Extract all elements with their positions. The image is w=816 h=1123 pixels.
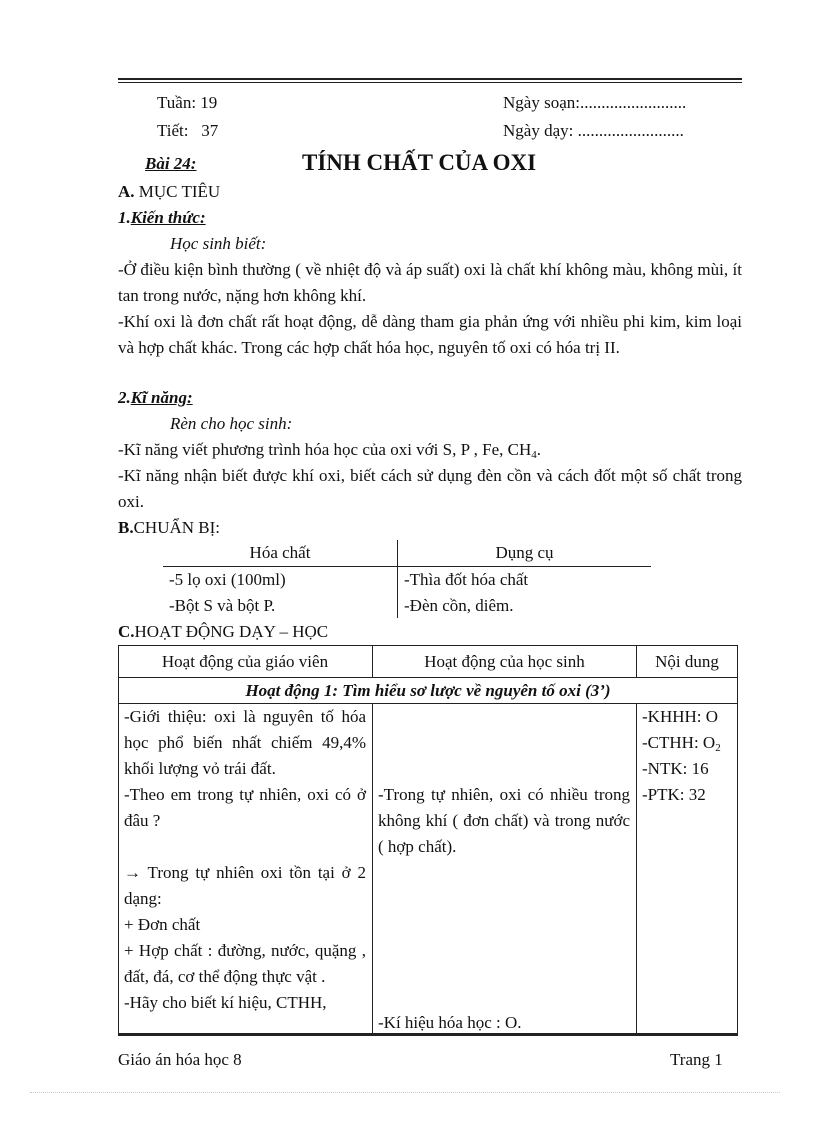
activities-heading-prefix: C. [118, 622, 135, 641]
activity-1-title: Hoạt động 1: Tìm hiểu sơ lược về nguyên tố oxi (3’) [245, 681, 611, 700]
student-answer-1: -Trong tự nhiên, oxi có nhiều trong không khí ( đơn chất) và trong nước ( hợp chất). [378, 785, 630, 856]
prep-header-chemicals: Hóa chất [249, 543, 311, 562]
content-ntk: -NTK: 16 [642, 759, 709, 778]
table-top-rule [118, 645, 738, 646]
knowledge-num: 1. [118, 208, 131, 227]
period-label-text: Tiết: [157, 121, 189, 140]
activities-table [118, 645, 738, 1037]
skills-p1-text: -Kĩ năng viết phương trình hóa học của oxi với S, P , Fe, CH [118, 440, 532, 459]
top-rule-thin [118, 82, 742, 83]
prep-tool-row-1: -Thìa đốt hóa chất [404, 570, 529, 589]
content-khhh: -KHHH: O [642, 707, 719, 726]
lesson-title: TÍNH CHẤT CỦA OXI [302, 150, 537, 175]
footer-left: Giáo án hóa học 8 [118, 1050, 242, 1069]
footer-page-number: Trang 1 [670, 1050, 723, 1069]
teacher-line-6: -Hãy cho biết kí hiệu, CTHH, [124, 993, 327, 1012]
teacher-column [124, 704, 366, 1016]
period-value: 37 [201, 121, 219, 140]
prep-chem-row-2: -Bột S và bột P. [169, 596, 276, 615]
top-rule-thick [118, 78, 742, 80]
skills-title: Kĩ năng: [130, 388, 193, 407]
knowledge-title: Kiến thức: [130, 208, 206, 227]
teacher-line-5: + Hợp chất : đường, nước, quặng , đất, đá, cơ thể động thực vật . [124, 941, 366, 986]
knowledge-paragraph-1: -Ở điều kiện bình thường ( về nhiệt độ và áp suất) oxi là chất khí không màu, không mùi, ít tan trong nước, nặng hơn không khí. [118, 260, 742, 305]
prep-chem-row-1: -5 lọ oxi (100ml) [169, 570, 286, 589]
activities-heading-text: HOẠT ĐỘNG DẠY – HỌC [134, 622, 329, 641]
skills-paragraph-1 [118, 437, 742, 463]
teacher-line-3: → Trong tự nhiên oxi tồn tại ở 2 dạng: [124, 863, 366, 908]
content-cthh-text: -CTHH: O [642, 733, 716, 752]
prep-date: Ngày soạn:......................... [503, 93, 687, 112]
content-ptk: -PTK: 32 [642, 785, 706, 804]
prep-tool-row-2: -Đèn cồn, diêm. [404, 596, 514, 615]
activities-heading [118, 619, 328, 645]
skills-heading [118, 385, 193, 411]
prep-header-tools: Dụng cụ [495, 543, 554, 562]
period-label [157, 118, 218, 144]
objectives-heading-prefix: A. [118, 182, 139, 201]
teach-date: Ngày dạy: ......................... [503, 121, 684, 140]
content-column [642, 704, 736, 808]
knowledge-heading [118, 205, 206, 231]
skills-num: 2. [118, 388, 131, 407]
header-teacher: Hoạt động của giáo viên [161, 652, 329, 671]
table-col-divider-2 [636, 703, 637, 1035]
skills-p1-end: . [536, 440, 542, 459]
skills-paragraph-2: -Kĩ năng nhận biết được khí oxi, biết cách sử dụng đèn cồn và cách đốt một số chất trong oxi. [118, 466, 742, 511]
header-student: Hoạt động của học sinh [424, 652, 585, 671]
content-cthh [642, 730, 736, 756]
skills-intro: Rèn cho học sinh: [170, 414, 293, 433]
lesson-number: Bài 24: [145, 154, 197, 173]
knowledge-intro: Học sinh biết: [170, 234, 267, 253]
week-label: Tuần: 19 [157, 93, 218, 112]
objectives-heading [118, 179, 220, 205]
preparation-heading [118, 515, 220, 541]
preparation-heading-prefix: B. [118, 518, 134, 537]
preparation-heading-text: CHUẨN BỊ: [133, 518, 221, 537]
teacher-line-1: -Giới thiệu: oxi là nguyên tố hóa học phổ biến nhất chiếm 49,4% khối lượng vỏ trái đất. [124, 707, 366, 778]
header-content: Nội dung [655, 652, 719, 671]
content-cthh-sub: 2 [715, 742, 721, 754]
skills-p1-sub: 4 [531, 449, 537, 461]
page-bottom-dotted-rule [30, 1092, 780, 1093]
objectives-heading-text: MỤC TIÊU [138, 182, 221, 201]
teacher-line-4: + Đơn chất [124, 915, 201, 934]
table-col-divider-1 [372, 703, 373, 1035]
teacher-line-2: -Theo em trong tự nhiên, oxi có ở đâu ? [124, 785, 366, 830]
student-answer-2: -Kí hiệu hóa học : O. [378, 1013, 522, 1032]
knowledge-paragraph-2: -Khí oxi là đơn chất rất hoạt động, dễ dàng tham gia phản ứng với nhiều phi kim, kim loại và hợp chất khác. Trong các hợp chất hóa học, nguyên tố oxi có hóa trị II. [118, 312, 742, 357]
